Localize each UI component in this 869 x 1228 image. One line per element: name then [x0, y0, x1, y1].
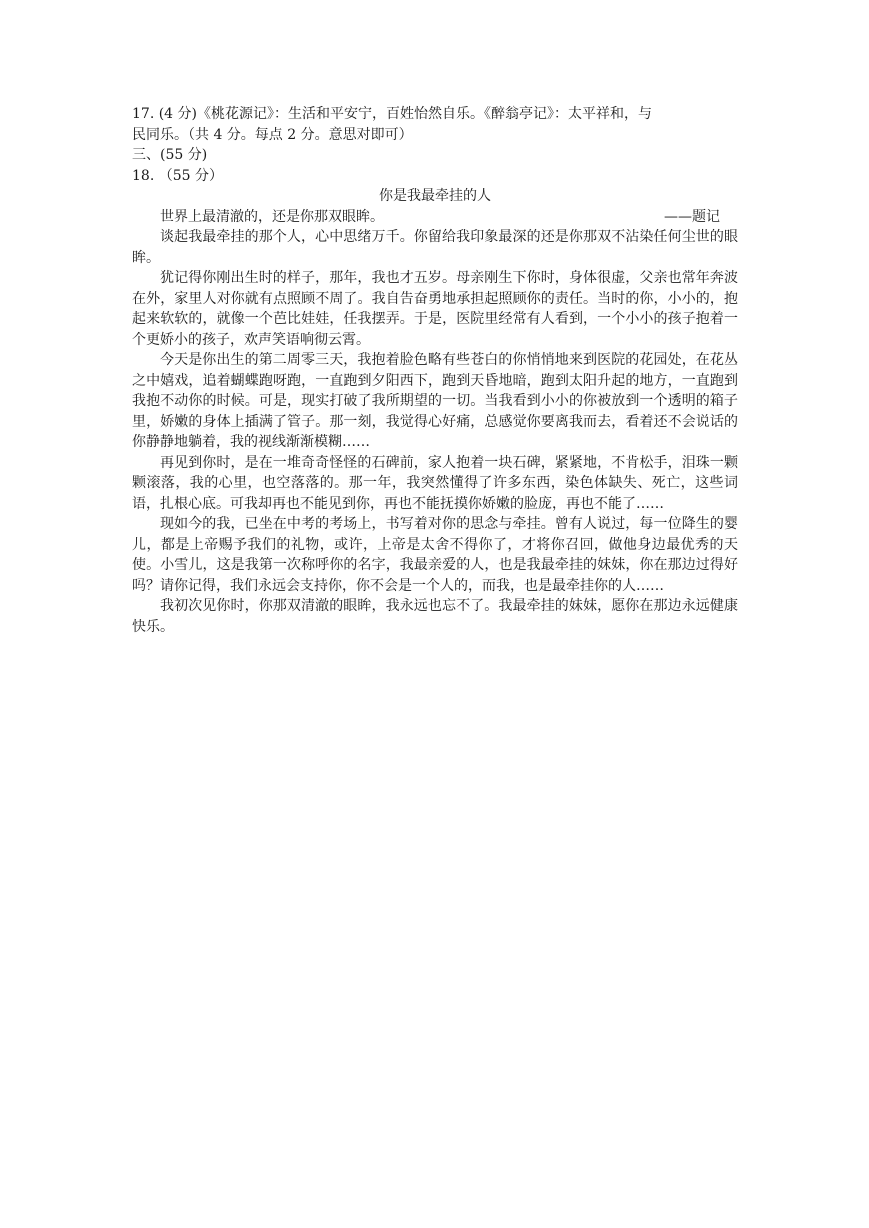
question-18-heading: 18. （55 分） [132, 167, 223, 184]
epigraph-signature: ——题记 [664, 208, 720, 225]
answer-17-line-2: 民同乐。（共 4 分。每点 2 分。意思对即可） [132, 126, 413, 143]
section-three-heading: 三、(55 分) [132, 147, 208, 163]
essay-paragraph: 现如今的我，已坐在中考的考场上，书写着对你的思念与牵挂。曾有人说过，每一位降生的婴儿，都是上帝赐予我们的礼物，或许，上帝是太舍不得你了，才将你召回，做他身边最优秀的天使。小雪儿，这是我第一次称呼你的名字，我最亲爱的人，也是我最牵挂的妹妹，你在那边过得好吗？请你记得，我们永远会支持你，你不会是一个人的，而我，也是最牵挂你的人…… [132, 516, 738, 594]
essay-paragraph: 今天是你出生的第二周零三天，我抱着脸色略有些苍白的你悄悄地来到医院的花园处，在花丛之中嬉戏，追着蝴蝶跑呀跑，一直跑到夕阳西下，跑到天昏地暗，跑到太阳升起的地方，一直跑到我抱不动你的时候。可是，现实打破了我所期望的一切。当我看到小小的你被放到一个透明的箱子里，娇嫩的身体上插满了管子。那一刻，我觉得心好痛，总感觉你要离我而去，看着还不会说话的你静静地躺着，我的视线渐渐模糊…… [132, 352, 738, 450]
essay-paragraph: 谈起我最牵挂的那个人，心中思绪万千。你留给我印象最深的还是你那双不沾染任何尘世的眼眸。 [132, 229, 738, 266]
essay-paragraph: 犹记得你刚出生时的样子，那年，我也才五岁。母亲刚生下你时，身体很虚，父亲也常年奔波在外，家里人对你就有点照顾不周了。我自告奋勇地承担起照顾你的责任。当时的你，小小的，抱起来软软的，就像一个芭比娃娃，任我摆弄。于是，医院里经常有人看到，一个小小的孩子抱着一个更娇小的孩子，欢声笑语响彻云霄。 [132, 270, 738, 348]
essay-paragraph: 再见到你时，是在一堆奇奇怪怪的石碑前，家人抱着一块石碑，紧紧地，不肯松手，泪珠一颗颗滚落，我的心里，也空落落的。那一年，我突然懂得了许多东西，染色体缺失、死亡，这些词语，扎根心底。可我却再也不能见到你，再也不能抚摸你娇嫩的脸庞，再也不能了…… [132, 454, 738, 512]
essay-epigraph [132, 207, 738, 228]
essay-paragraph: 我初次见你时，你那双清澈的眼眸，我永远也忘不了。我最牵挂的妹妹，愿你在那边永远健康快乐。 [132, 598, 738, 635]
document-page [132, 104, 738, 637]
essay-title: 你是我最牵挂的人 [379, 188, 491, 204]
epigraph-text: 世界上最清澈的，还是你那双眼眸。 [160, 208, 384, 225]
answer-17-line-1: 17. (4 分)《桃花源记》：生活和平安宁，百姓怡然自乐。《醉翁亭记》：太平祥和，与 [132, 106, 652, 122]
